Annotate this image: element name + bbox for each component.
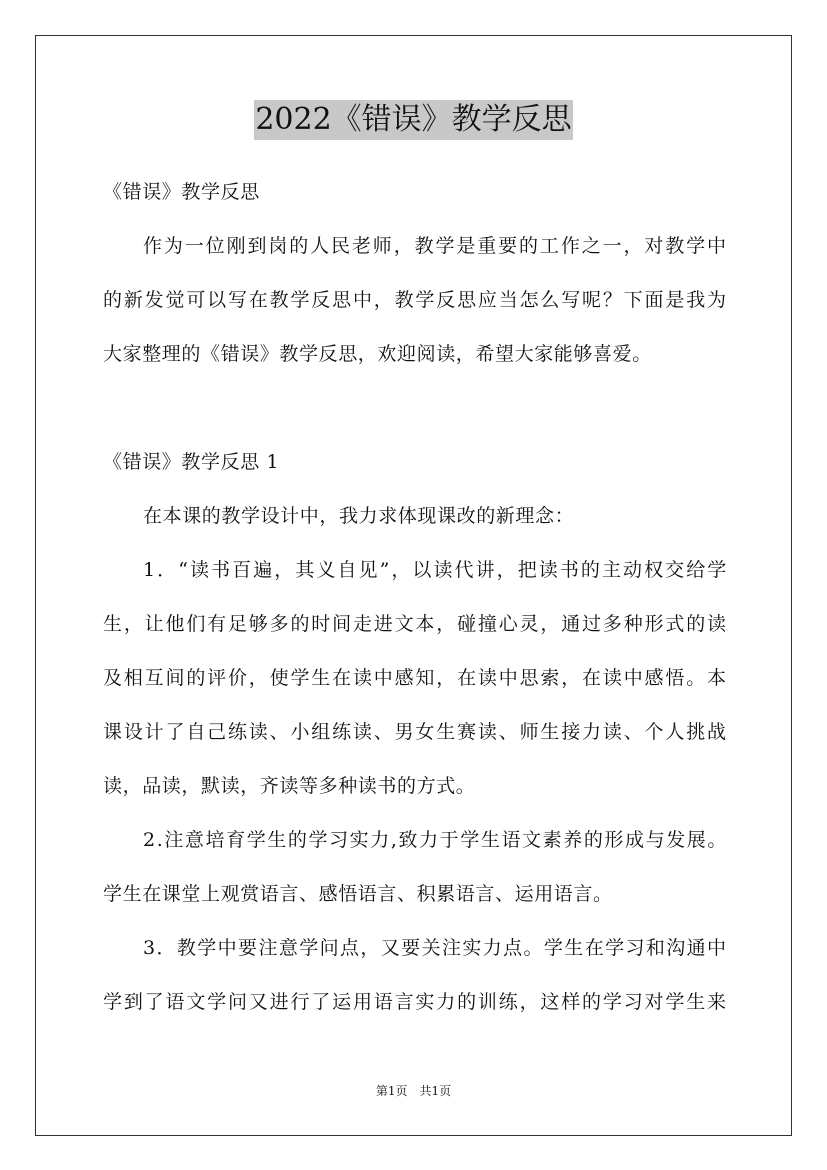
point2-line-2: 学生在课堂上观赏语言、感悟语言、积累语言、运用语言。 — [103, 883, 613, 905]
section-intro: 在本课的教学设计中，我力求体现课改的新理念： — [143, 505, 575, 527]
point1-line-1: 1 ． “ 读 书 百 遍 ， 其 义 自 见 ” ， 以 读 代 讲 ， 把 读 书 的 主 动 权 交 给 学 — [143, 559, 727, 581]
intro-line-3: 大家整理的《错误》教学反思，欢迎阅读，希望大家能够喜爱。 — [103, 343, 652, 365]
document-body — [103, 177, 727, 1018]
point1-line-5: 读，品读，默读，齐读等多种读书的方式。 — [103, 775, 476, 797]
intro-line-2: 的 新 发 觉 可 以 写 在 教 学 反 思 中 ， 教 学 反 思 应 当 怎 么 写 呢 ？ 下 面 是 我 为 — [103, 289, 727, 311]
document-title: 2022《错误》教学反思 — [254, 100, 572, 140]
doc-heading: 《错误》教学反思 — [103, 181, 260, 203]
document-title-wrap — [0, 100, 827, 140]
point3-line-1: 3 ． 教 学 中 要 注 意 学 问 点 ， 又 要 关 注 实 力 点 。 学 生 在 学 习 和 沟 通 中 — [143, 937, 727, 959]
point2-line-1: 2 . 注 意 培 育 学 生 的 学 习 实 力 , 致 力 于 学 生 语 文 素 养 的 形 成 与 发 展 。 — [143, 829, 727, 851]
point3-line-2: 学 到 了 语 文 学 问 又 进 行 了 运 用 语 言 实 力 的 训 练 ， 这 样 的 学 习 对 学 生 来 — [103, 991, 727, 1013]
point1-line-3: 及 相 互 间 的 评 价 ， 使 学 生 在 读 中 感 知 ， 在 读 中 思 索 ， 在 读 中 感 悟 。 本 — [103, 667, 727, 689]
point1-line-4: 课 设 计 了 自 己 练 读 、 小 组 练 读 、 男 女 生 赛 读 、 师 生 接 力 读 、 个 人 挑 战 — [103, 721, 727, 743]
page-number: 第1页 共1页 — [375, 1084, 452, 1098]
point1-line-2: 生 ， 让 他 们 有 足 够 多 的 时 间 走 进 文 本 ， 碰 撞 心 灵 ， 通 过 多 种 形 式 的 读 — [103, 613, 727, 635]
section-title: 《错误》教学反思 1 — [103, 451, 280, 473]
intro-line-1: 作 为 一 位 刚 到 岗 的 人 民 老 师 ， 教 学 是 重 要 的 工 作 之 一 ， 对 教 学 中 — [143, 235, 727, 257]
